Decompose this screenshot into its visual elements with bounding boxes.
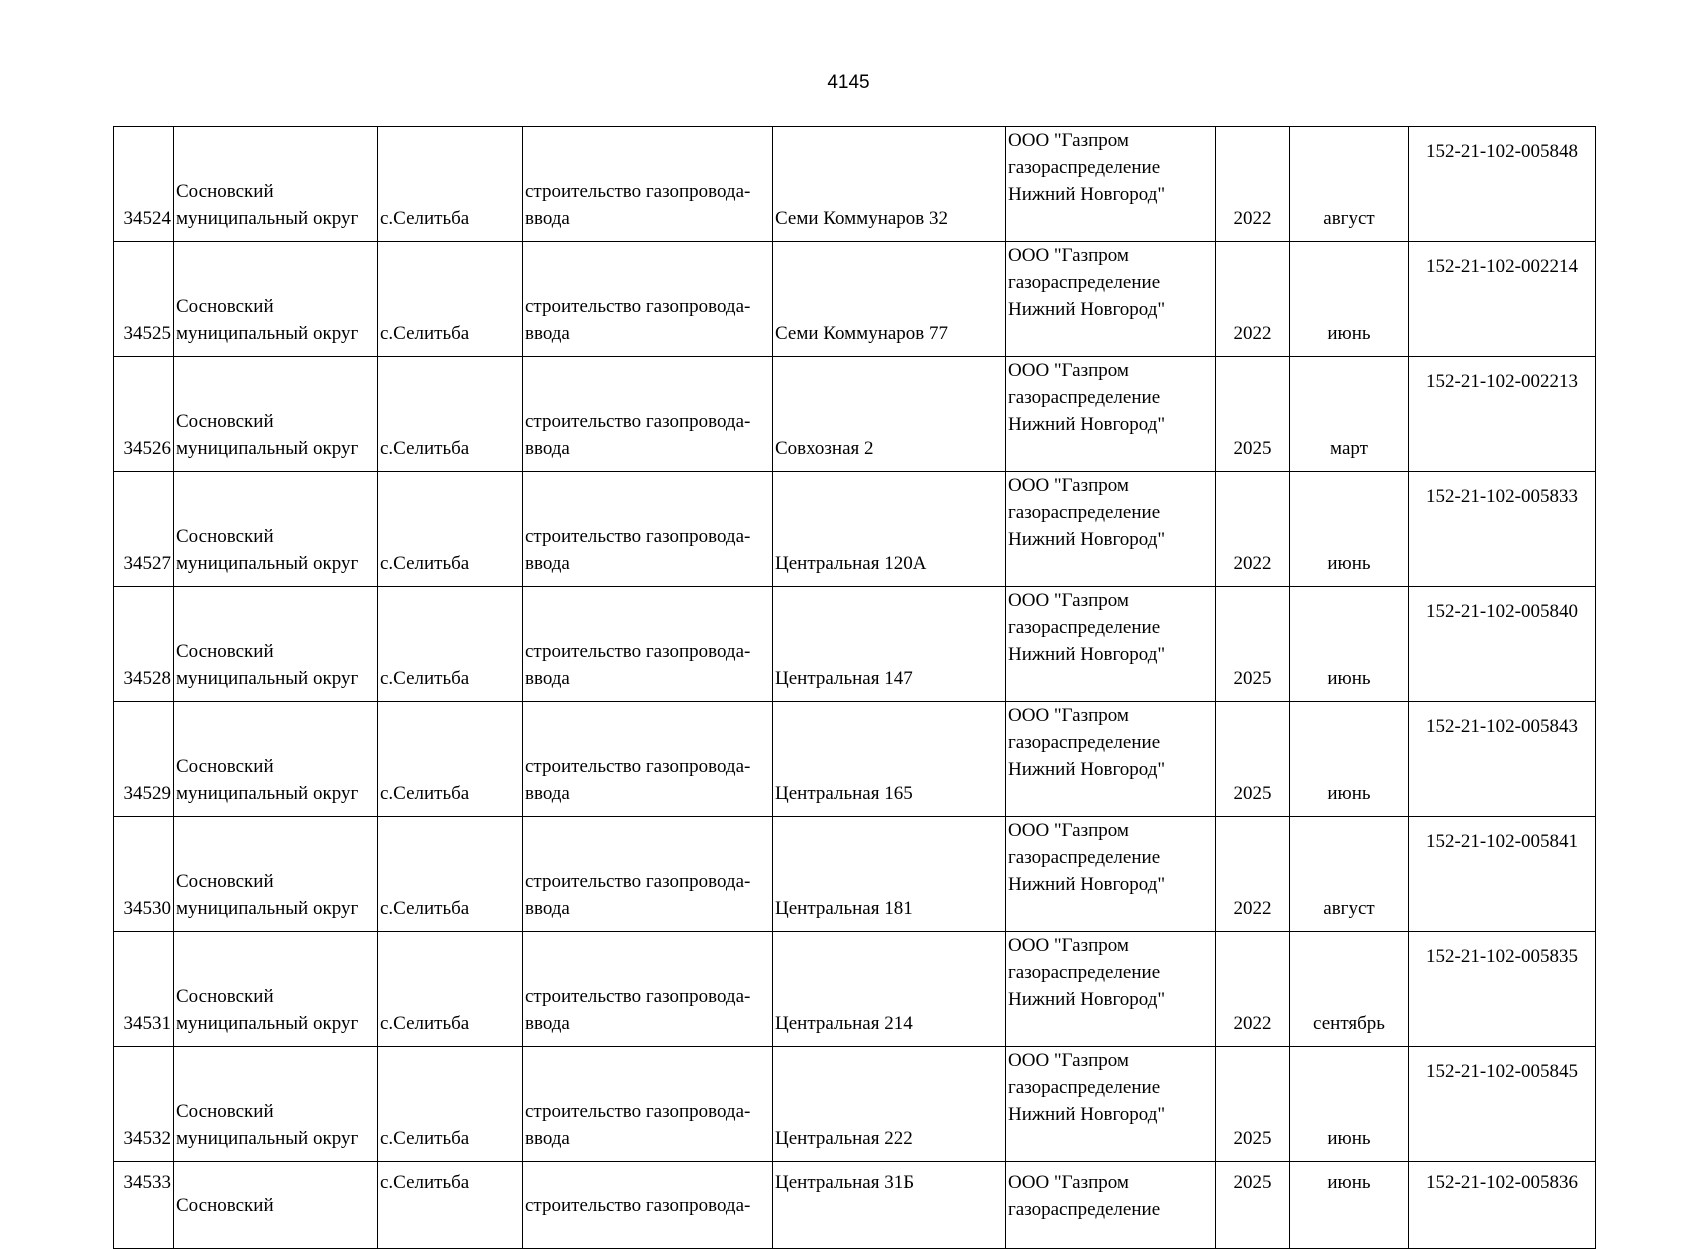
work-type-cell-line: строительство газопровода- — [525, 526, 751, 547]
address-cell: Семи Коммунаров 77 — [773, 242, 1006, 357]
district-cell-line: Сосновский — [176, 756, 274, 777]
organization-cell-line: ООО "Газпром — [1008, 475, 1129, 496]
district-cell-line: муниципальный округ — [176, 208, 359, 229]
work-type-cell — [523, 587, 773, 702]
locality-cell: с.Селитьба — [378, 1162, 523, 1249]
year-cell: 2022 — [1216, 242, 1290, 357]
work-type-cell-line: строительство газопровода- — [525, 871, 751, 892]
register-table — [113, 126, 1596, 1249]
address-cell: Центральная 31Б — [773, 1162, 1006, 1249]
address-cell: Семи Коммунаров 32 — [773, 127, 1006, 242]
table-row — [114, 932, 1596, 1047]
organization-cell-line: газораспределение — [1008, 962, 1161, 983]
address-cell: Центральная 165 — [773, 702, 1006, 817]
organization-cell — [1006, 1162, 1216, 1249]
district-cell-line: Сосновский — [176, 296, 274, 317]
district-cell-line: Сосновский — [176, 526, 274, 547]
work-type-cell — [523, 702, 773, 817]
table-row — [114, 1047, 1596, 1162]
table-row — [114, 1162, 1596, 1249]
organization-cell-line: газораспределение — [1008, 1199, 1161, 1220]
month-cell: июнь — [1290, 242, 1409, 357]
table-row — [114, 127, 1596, 242]
organization-cell-line: ООО "Газпром — [1008, 1050, 1129, 1071]
work-type-cell-line: строительство газопровода- — [525, 1101, 751, 1122]
work-type-cell — [523, 1047, 773, 1162]
district-cell-line: Сосновский — [176, 411, 274, 432]
work-type-cell-line: строительство газопровода- — [525, 296, 751, 317]
row-number: 34524 — [114, 127, 174, 242]
district-cell — [174, 587, 378, 702]
organization-cell — [1006, 1047, 1216, 1162]
district-cell-line: муниципальный округ — [176, 668, 359, 689]
district-cell-line: муниципальный округ — [176, 1013, 359, 1034]
work-type-cell-line: ввода — [525, 438, 570, 459]
organization-cell-line: газораспределение — [1008, 502, 1161, 523]
district-cell-line: Сосновский — [176, 1101, 274, 1122]
locality-cell: с.Селитьба — [378, 357, 523, 472]
organization-cell-line: газораспределение — [1008, 272, 1161, 293]
table-row — [114, 472, 1596, 587]
row-number: 34527 — [114, 472, 174, 587]
table-row — [114, 242, 1596, 357]
address-cell: Центральная 120А — [773, 472, 1006, 587]
locality-cell: с.Селитьба — [378, 242, 523, 357]
month-cell: июнь — [1290, 472, 1409, 587]
work-type-cell — [523, 472, 773, 587]
organization-cell — [1006, 932, 1216, 1047]
code-cell: 152-21-102-002214 — [1409, 242, 1596, 357]
work-type-cell-line: строительство газопровода- — [525, 1195, 751, 1216]
organization-cell — [1006, 242, 1216, 357]
organization-cell-line: ООО "Газпром — [1008, 360, 1129, 381]
organization-cell-line: ООО "Газпром — [1008, 590, 1129, 611]
table-row — [114, 587, 1596, 702]
organization-cell-line: ООО "Газпром — [1008, 130, 1129, 151]
organization-cell-line: ООО "Газпром — [1008, 1172, 1129, 1193]
year-cell: 2022 — [1216, 127, 1290, 242]
organization-cell-line: газораспределение — [1008, 732, 1161, 753]
code-cell: 152-21-102-002213 — [1409, 357, 1596, 472]
organization-cell-line: газораспределение — [1008, 387, 1161, 408]
locality-cell: с.Селитьба — [378, 587, 523, 702]
page-number: 4145 — [827, 72, 870, 93]
month-cell: июнь — [1290, 702, 1409, 817]
year-cell: 2025 — [1216, 1162, 1290, 1249]
organization-cell-line: Нижний Новгород" — [1008, 299, 1166, 320]
organization-cell — [1006, 817, 1216, 932]
organization-cell-line: ООО "Газпром — [1008, 820, 1129, 841]
work-type-cell-line: строительство газопровода- — [525, 181, 751, 202]
month-cell: июнь — [1290, 587, 1409, 702]
table-row — [114, 357, 1596, 472]
district-cell — [174, 357, 378, 472]
row-number: 34531 — [114, 932, 174, 1047]
organization-cell-line: Нижний Новгород" — [1008, 989, 1166, 1010]
row-number: 34530 — [114, 817, 174, 932]
work-type-cell-line: ввода — [525, 898, 570, 919]
year-cell: 2025 — [1216, 1047, 1290, 1162]
code-cell: 152-21-102-005845 — [1409, 1047, 1596, 1162]
district-cell — [174, 1047, 378, 1162]
district-cell-line: муниципальный округ — [176, 323, 359, 344]
locality-cell: с.Селитьба — [378, 702, 523, 817]
district-cell-line: муниципальный округ — [176, 1128, 359, 1149]
district-cell-line: муниципальный округ — [176, 783, 359, 804]
organization-cell-line: газораспределение — [1008, 847, 1161, 868]
address-cell: Совхозная 2 — [773, 357, 1006, 472]
district-cell — [174, 127, 378, 242]
district-cell-line: Сосновский — [176, 871, 274, 892]
work-type-cell — [523, 357, 773, 472]
work-type-cell-line: строительство газопровода- — [525, 986, 751, 1007]
work-type-cell-line: строительство газопровода- — [525, 756, 751, 777]
year-cell: 2022 — [1216, 472, 1290, 587]
address-cell: Центральная 222 — [773, 1047, 1006, 1162]
organization-cell — [1006, 587, 1216, 702]
month-cell: март — [1290, 357, 1409, 472]
year-cell: 2022 — [1216, 932, 1290, 1047]
organization-cell-line: Нижний Новгород" — [1008, 529, 1166, 550]
locality-cell: с.Селитьба — [378, 817, 523, 932]
work-type-cell-line: ввода — [525, 783, 570, 804]
work-type-cell — [523, 127, 773, 242]
work-type-cell-line: ввода — [525, 1128, 570, 1149]
work-type-cell-line: ввода — [525, 668, 570, 689]
table-row — [114, 702, 1596, 817]
table-row — [114, 817, 1596, 932]
address-cell: Центральная 181 — [773, 817, 1006, 932]
code-cell: 152-21-102-005841 — [1409, 817, 1596, 932]
district-cell — [174, 932, 378, 1047]
year-cell: 2025 — [1216, 587, 1290, 702]
district-cell-line: Сосновский — [176, 181, 274, 202]
district-cell-line: Сосновский — [176, 1195, 274, 1216]
organization-cell-line: Нижний Новгород" — [1008, 1104, 1166, 1125]
locality-cell: с.Селитьба — [378, 1047, 523, 1162]
organization-cell-line: Нижний Новгород" — [1008, 874, 1166, 895]
organization-cell-line: Нижний Новгород" — [1008, 644, 1166, 665]
address-cell: Центральная 214 — [773, 932, 1006, 1047]
locality-cell: с.Селитьба — [378, 127, 523, 242]
row-number: 34529 — [114, 702, 174, 817]
district-cell-line: муниципальный округ — [176, 898, 359, 919]
row-number: 34528 — [114, 587, 174, 702]
code-cell: 152-21-102-005836 — [1409, 1162, 1596, 1249]
district-cell-line: Сосновский — [176, 641, 274, 662]
organization-cell — [1006, 702, 1216, 817]
code-cell: 152-21-102-005848 — [1409, 127, 1596, 242]
work-type-cell-line: ввода — [525, 553, 570, 574]
locality-cell: с.Селитьба — [378, 932, 523, 1047]
month-cell: август — [1290, 817, 1409, 932]
work-type-cell-line: строительство газопровода- — [525, 641, 751, 662]
code-cell: 152-21-102-005835 — [1409, 932, 1596, 1047]
work-type-cell — [523, 1162, 773, 1249]
code-cell: 152-21-102-005843 — [1409, 702, 1596, 817]
work-type-cell-line: ввода — [525, 323, 570, 344]
organization-cell-line: ООО "Газпром — [1008, 935, 1129, 956]
work-type-cell — [523, 817, 773, 932]
month-cell: июнь — [1290, 1162, 1409, 1249]
code-cell: 152-21-102-005840 — [1409, 587, 1596, 702]
code-cell: 152-21-102-005833 — [1409, 472, 1596, 587]
organization-cell — [1006, 127, 1216, 242]
address-cell: Центральная 147 — [773, 587, 1006, 702]
organization-cell — [1006, 472, 1216, 587]
month-cell: сентябрь — [1290, 932, 1409, 1047]
organization-cell-line: ООО "Газпром — [1008, 245, 1129, 266]
work-type-cell-line: строительство газопровода- — [525, 411, 751, 432]
row-number: 34526 — [114, 357, 174, 472]
month-cell: август — [1290, 127, 1409, 242]
organization-cell-line: ООО "Газпром — [1008, 705, 1129, 726]
organization-cell-line: газораспределение — [1008, 1077, 1161, 1098]
district-cell — [174, 472, 378, 587]
work-type-cell-line: ввода — [525, 208, 570, 229]
district-cell-line: муниципальный округ — [176, 553, 359, 574]
district-cell — [174, 817, 378, 932]
row-number: 34533 — [114, 1162, 174, 1249]
organization-cell-line: Нижний Новгород" — [1008, 759, 1166, 780]
work-type-cell — [523, 242, 773, 357]
district-cell-line: муниципальный округ — [176, 438, 359, 459]
organization-cell-line: Нижний Новгород" — [1008, 184, 1166, 205]
row-number: 34525 — [114, 242, 174, 357]
work-type-cell-line: ввода — [525, 1013, 570, 1034]
organization-cell-line: газораспределение — [1008, 617, 1161, 638]
organization-cell-line: Нижний Новгород" — [1008, 414, 1166, 435]
district-cell — [174, 242, 378, 357]
work-type-cell — [523, 932, 773, 1047]
district-cell — [174, 1162, 378, 1249]
year-cell: 2025 — [1216, 357, 1290, 472]
locality-cell: с.Селитьба — [378, 472, 523, 587]
row-number: 34532 — [114, 1047, 174, 1162]
year-cell: 2022 — [1216, 817, 1290, 932]
organization-cell — [1006, 357, 1216, 472]
district-cell-line: Сосновский — [176, 986, 274, 1007]
organization-cell-line: газораспределение — [1008, 157, 1161, 178]
month-cell: июнь — [1290, 1047, 1409, 1162]
district-cell — [174, 702, 378, 817]
year-cell: 2025 — [1216, 702, 1290, 817]
